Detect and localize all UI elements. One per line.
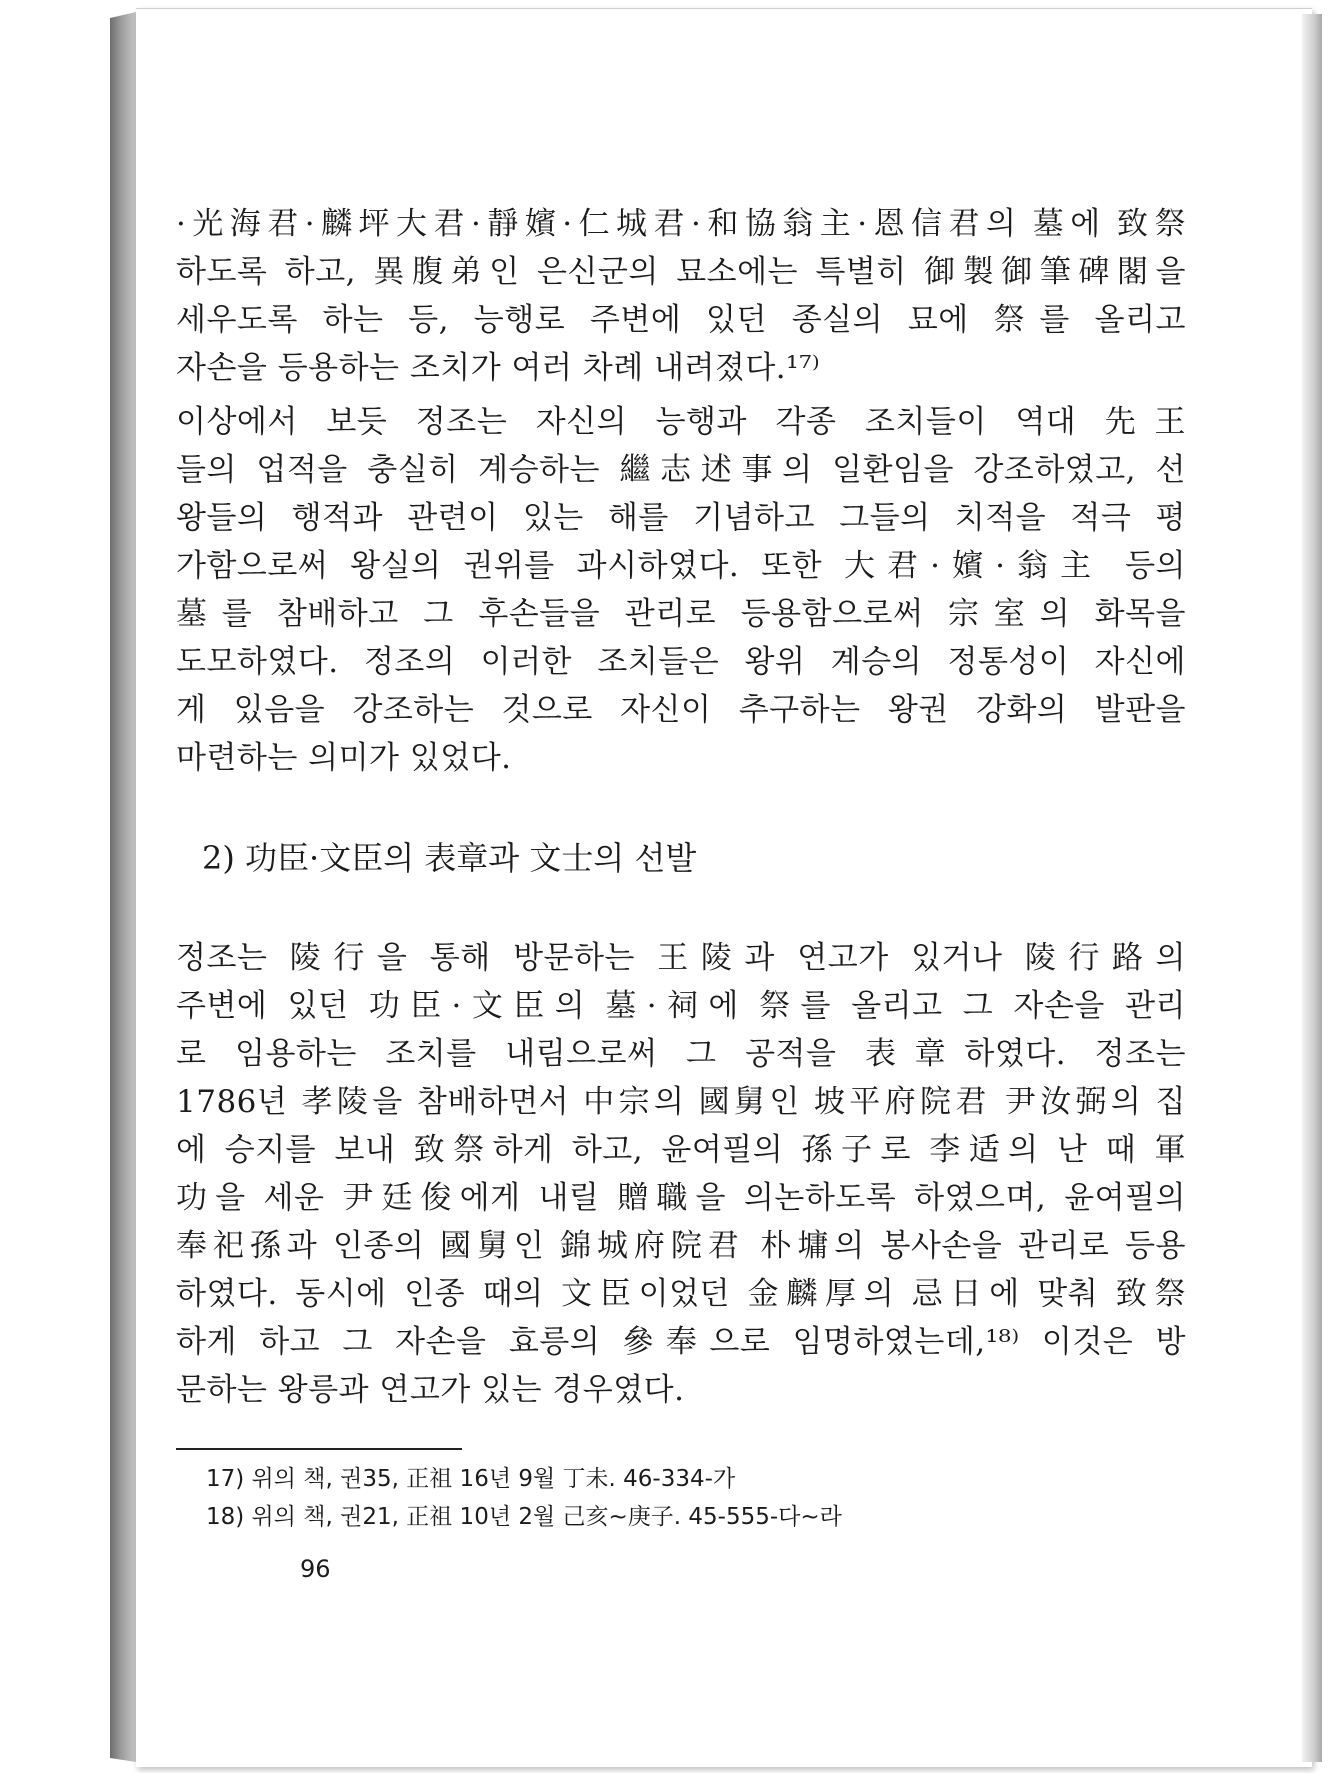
- text-line: 하였다. 동시에 인종 때의 文臣이었던 金麟厚의 忌日에 맞춰 致祭: [176, 1276, 1186, 1312]
- text-line: 게 있음을 강조하는 것으로 자신이 추구하는 왕권 강화의 발판을: [176, 692, 1186, 728]
- footnote-divider: [176, 1448, 462, 1450]
- footnote-17: 17) 위의 책, 권35, 正祖 16년 9월 丁未. 46-334-가: [206, 1466, 736, 1492]
- footnote-18: 18) 위의 책, 권21, 正祖 10년 2월 己亥~庚子. 45-555-다~라: [206, 1504, 842, 1530]
- text-line: 로 임용하는 조치를 내림으로써 그 공적을 表章하였다. 정조는: [176, 1036, 1186, 1072]
- text-line: ·光海君·麟坪大君·靜嬪·仁城君·和協翁主·恩信君의 墓에 致祭: [176, 206, 1186, 242]
- book-left-edge: [110, 12, 136, 1762]
- text-line: 1786년 孝陵을 참배하면서 中宗의 國舅인 坡平府院君 尹汝弼의 집: [176, 1084, 1186, 1120]
- text-line: 하도록 하고, 異腹弟인 은신군의 묘소에는 특별히 御製御筆碑閣을: [176, 254, 1186, 290]
- text-line: 하게 하고 그 자손을 효릉의 參奉으로 임명하였는데,¹⁸⁾ 이것은 방: [176, 1324, 1186, 1360]
- text-line: 정조는 陵行을 통해 방문하는 王陵과 연고가 있거나 陵行路의: [176, 940, 1186, 976]
- text-line: 들의 업적을 충실히 계승하는 繼志述事의 일환임을 강조하였고, 선: [176, 452, 1186, 488]
- text-line: 자손을 등용하는 조치가 여러 차례 내려졌다.¹⁷⁾: [176, 350, 821, 386]
- text-line: 문하는 왕릉과 연고가 있는 경우였다.: [176, 1372, 685, 1408]
- text-line: 마련하는 의미가 있었다.: [176, 740, 512, 776]
- text-line: 세우도록 하는 등, 능행로 주변에 있던 종실의 묘에 祭를 올리고: [176, 302, 1186, 338]
- paragraph-1: [176, 200, 1186, 392]
- text-line: 墓를 참배하고 그 후손들을 관리로 등용함으로써 宗室의 화목을: [176, 596, 1186, 632]
- book-right-edge: [1302, 14, 1322, 1762]
- text-line: 주변에 있던 功臣·文臣의 墓·祠에 祭를 올리고 그 자손을 관리: [176, 988, 1186, 1024]
- text-line: 가함으로써 왕실의 권위를 과시하였다. 또한 大君·嬪·翁主 등의: [176, 548, 1186, 584]
- page-number: 96: [300, 1555, 331, 1583]
- section-heading: 2) 功臣·文臣의 表章과 文士의 선발: [202, 839, 697, 877]
- page-content: [176, 200, 1186, 1536]
- text-line: 에 승지를 보내 致祭하게 하고, 윤여필의 孫子로 李适의 난 때 軍: [176, 1132, 1186, 1168]
- footnotes: [176, 1460, 1186, 1536]
- text-line: 功을 세운 尹廷俊에게 내릴 贈職을 의논하도록 하였으며, 윤여필의: [176, 1180, 1186, 1216]
- paragraph-2: [176, 398, 1186, 782]
- text-line: 奉祀孫과 인종의 國舅인 錦城府院君 朴墉의 봉사손을 관리로 등용: [176, 1228, 1186, 1264]
- text-line: 왕들의 행적과 관련이 있는 해를 기념하고 그들의 치적을 적극 평: [176, 500, 1186, 536]
- text-line: 이상에서 보듯 정조는 자신의 능행과 각종 조치들이 역대 先王: [176, 404, 1186, 440]
- paragraph-3: [176, 934, 1186, 1414]
- text-line: 도모하였다. 정조의 이러한 조치들은 왕위 계승의 정통성이 자신에: [176, 644, 1186, 680]
